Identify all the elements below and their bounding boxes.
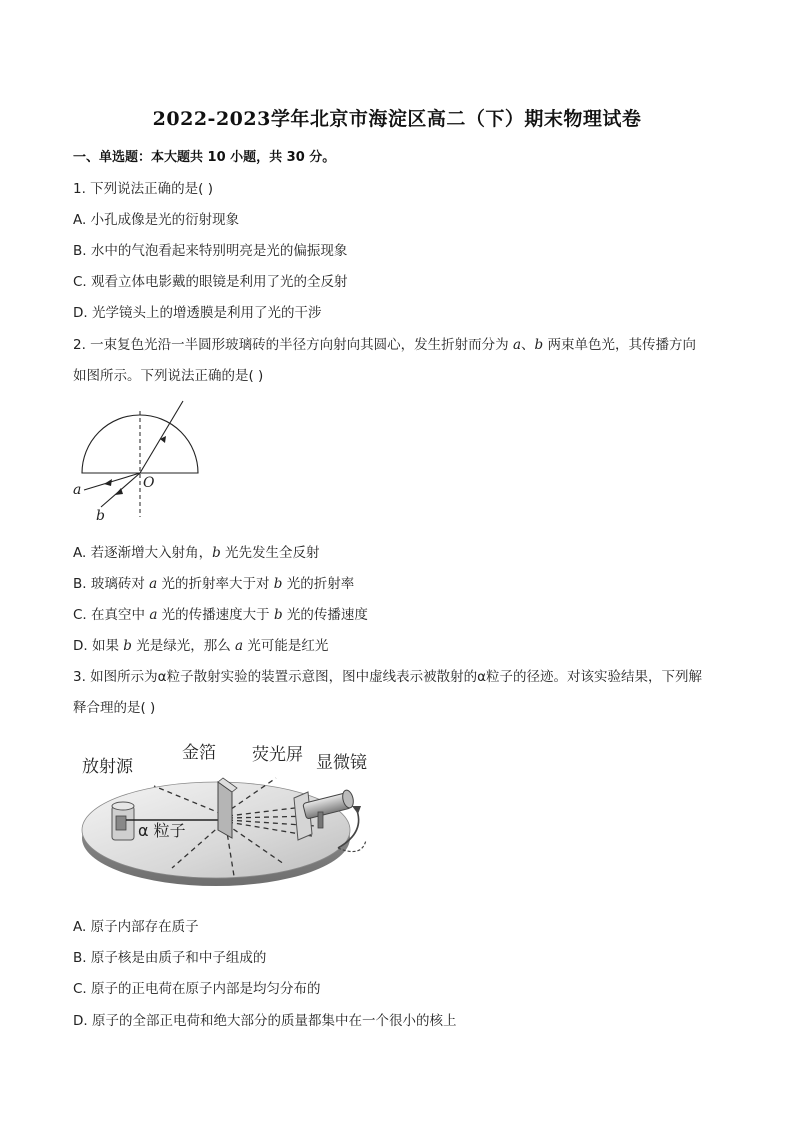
question-2-option-a bbox=[73, 541, 320, 561]
question-2-option-c bbox=[73, 603, 368, 623]
question-3-option-a: A. 原子内部存在质子 bbox=[73, 919, 199, 935]
question-1-option-c: C. 观看立体电影戴的眼镜是利用了光的全反射 bbox=[73, 274, 348, 290]
label-a: a bbox=[73, 482, 82, 498]
q2-stem-post: 两束单色光，其传播方向 bbox=[543, 337, 696, 353]
q2-stem-sep: 、 bbox=[521, 337, 535, 353]
semicircle-glass-brick bbox=[82, 415, 198, 473]
label-gold-foil: 金箔 bbox=[182, 743, 216, 763]
q2-c-mid: 光的传播速度大于 bbox=[157, 607, 274, 623]
label-o: O bbox=[143, 475, 155, 491]
q2-d-var2: a bbox=[235, 638, 244, 654]
q2-d-var: b bbox=[123, 638, 132, 654]
q2-c-pre: C. 在真空中 bbox=[73, 607, 150, 623]
incident-ray bbox=[140, 401, 183, 473]
q2-b-var: a bbox=[149, 576, 158, 592]
label-b: b bbox=[96, 508, 105, 524]
q2-stem-var-a: a bbox=[512, 337, 522, 353]
alpha-scattering-apparatus-figure bbox=[76, 736, 376, 894]
question-3-stem-line-1: 3. 如图所示为α粒子散射实验的装置示意图，图中虚线表示被散射的α粒子的径迹。对该实验结果，下列解 bbox=[73, 669, 702, 685]
q2-c-var: a bbox=[149, 607, 158, 623]
q2-stem-pre: 2. 一束复色光沿一半圆形玻璃砖的半径方向射向其圆心，发生折射而分为 bbox=[73, 337, 513, 353]
question-2-option-d bbox=[73, 634, 328, 654]
q2-b-pre: B. 玻璃砖对 bbox=[73, 576, 150, 592]
ray-a bbox=[84, 473, 140, 490]
q2-d-post: 光可能是红光 bbox=[243, 638, 329, 654]
q2-c-post: 光的传播速度 bbox=[282, 607, 368, 623]
question-3-stem-line-2: 释合理的是( ) bbox=[73, 700, 156, 716]
q2-c-var2: b bbox=[273, 607, 283, 623]
label-radioactive-source: 放射源 bbox=[82, 757, 133, 777]
q2-d-mid: 光是绿光，那么 bbox=[131, 638, 236, 654]
q2-b-mid: 光的折射率大于对 bbox=[157, 576, 274, 592]
semicircle-refraction-figure bbox=[70, 393, 200, 525]
q2-a-var: b bbox=[212, 545, 221, 561]
question-1-stem: 1. 下列说法正确的是( ) bbox=[73, 181, 213, 197]
q2-d-pre: D. 如果 bbox=[73, 638, 124, 654]
question-3-option-d: D. 原子的全部正电荷和绝大部分的质量都集中在一个很小的核上 bbox=[73, 1013, 457, 1029]
question-1-option-b: B. 水中的气泡看起来特别明亮是光的偏振现象 bbox=[73, 243, 348, 259]
q2-a-post: 光先发生全反射 bbox=[220, 545, 320, 561]
question-2-stem-line-1 bbox=[73, 333, 696, 353]
question-1-option-d: D. 光学镜头上的增透膜是利用了光的干涉 bbox=[73, 305, 322, 321]
q2-stem-var-b: b bbox=[534, 337, 544, 353]
question-2-stem-line-2: 如图所示。下列说法正确的是( ) bbox=[73, 368, 264, 384]
label-alpha-particle: α 粒子 bbox=[138, 821, 186, 840]
section-heading: 一、单选题：本大题共 10 小题，共 30 分。 bbox=[73, 150, 336, 165]
q2-b-post: 光的折射率 bbox=[282, 576, 355, 592]
question-2-option-b bbox=[73, 572, 354, 592]
q2-b-var2: b bbox=[273, 576, 283, 592]
ray-a-arrow bbox=[104, 479, 112, 486]
q2-a-pre: A. 若逐渐增大入射角， bbox=[73, 545, 213, 561]
question-3-option-c: C. 原子的正电荷在原子内部是均匀分布的 bbox=[73, 981, 321, 997]
label-fluorescent-screen: 荧光屏 bbox=[252, 745, 303, 765]
question-1-option-a: A. 小孔成像是光的衍射现象 bbox=[73, 212, 240, 228]
radioactive-source bbox=[112, 802, 134, 840]
question-3-option-b: B. 原子核是由质子和中子组成的 bbox=[73, 950, 267, 966]
label-microscope: 显微镜 bbox=[316, 753, 367, 773]
page-title: 2022-2023学年北京市海淀区高二（下）期末物理试卷 bbox=[152, 108, 642, 130]
